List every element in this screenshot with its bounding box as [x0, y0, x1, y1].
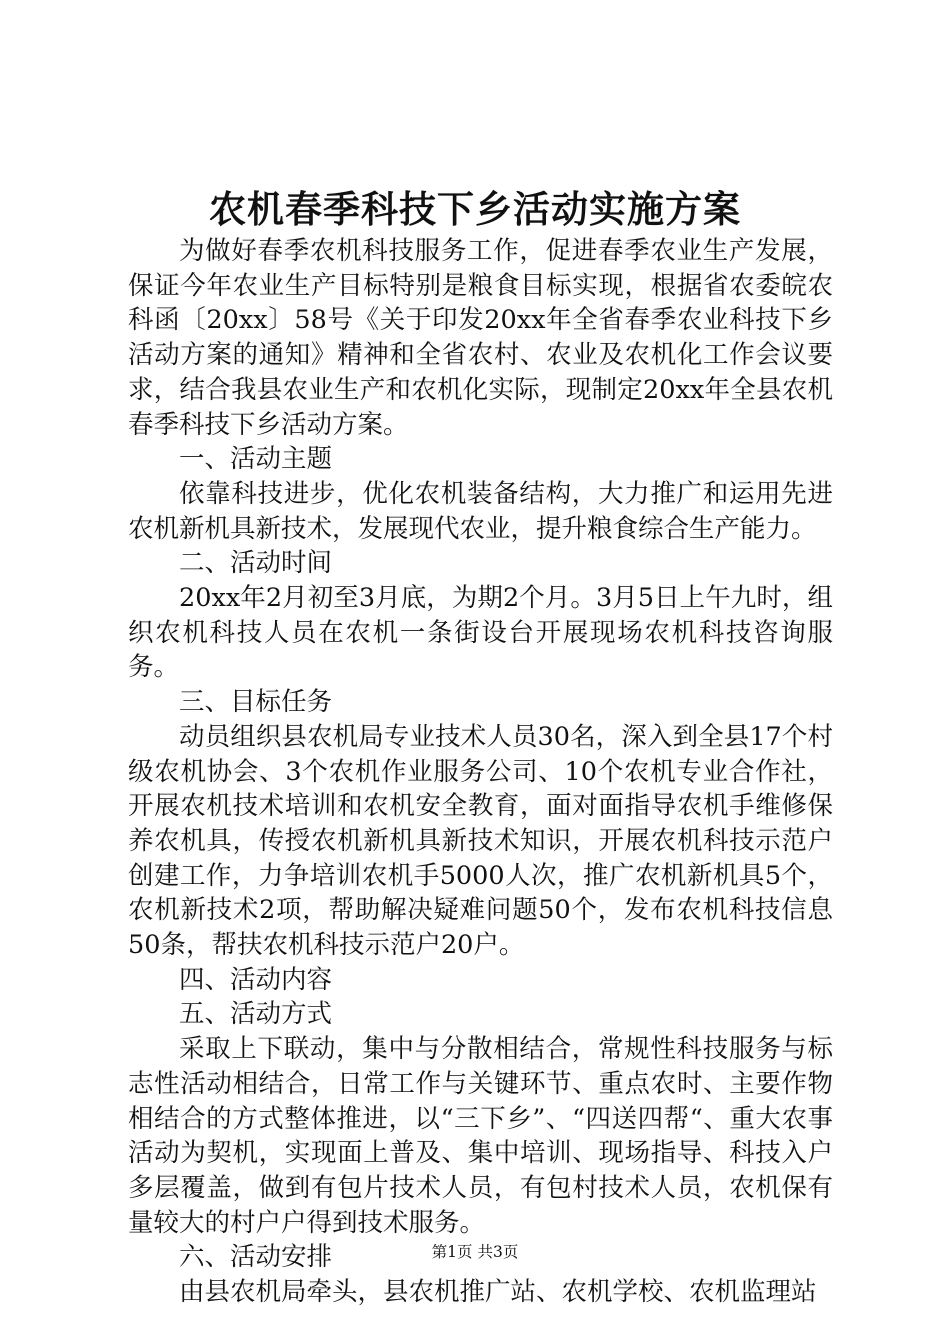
section-text-theme: 依靠科技进步，优化农机装备结构，大力推广和运用先进农机新机具新技术，发展现代农业，提升粮食综合生产能力。 [128, 478, 833, 544]
section-heading-theme: 一、活动主题 [179, 444, 333, 475]
section-heading-time: 二、活动时间 [179, 548, 333, 579]
section-heading-arrangement: 六、活动安排 [179, 1242, 333, 1273]
intro-paragraph: 为做好春季农机科技服务工作，促进春季农业生产发展，保证今年农业生产目标特别是粮食目标实现，根据省农委皖农科函〔20xx〕58号《关于印发20xx年全省春季农业科技下乡活动方案的通知》精神和全省农村、农业及农机化工作会议要求，结合我县农业生产和农机化实际，现制定20xx年全县农机春季科技下乡活动方案。 [128, 236, 833, 440]
section-text-method: 采取上下联动，集中与分散相结合，常规性科技服务与标志性活动相结合，日常工作与关键环节、重点农时、主要作物相结合的方式整体推进，以“三下乡”、“四送四帮“、重大农事活动为契机，实现面上普及、集中培训、现场指导、科技入户多层覆盖，做到有包片技术人员，有包村技术人员，农机保有量较大的村户户得到技术服务。 [128, 1034, 833, 1238]
section-heading-goals: 三、目标任务 [179, 687, 333, 718]
document-body [128, 234, 833, 1310]
document-title: 农机春季科技下乡活动实施方案 [209, 187, 741, 231]
section-text-time: 20xx年2月初至3月底，为期2个月。3月5日上午九时，组织农机科技人员在农机一条街设台开展现场农机科技咨询服务。 [128, 583, 833, 683]
section-text-goals: 动员组织县农机局专业技术人员30名，深入到全县17个村级农机协会、3个农机作业服务公司、10个农机专业合作社，开展农机技术培训和农机安全教育，面对面指导农机手维修保养农机具，传授农机新机具新技术知识，开展农机科技示范户创建工作，力争培训农机手5000人次，推广农机新机具5个，农机新技术2项，帮助解决疑难问题50个，发布农机科技信息50条，帮扶农机科技示范户20户。 [128, 721, 833, 961]
section-heading-method: 五、活动方式 [179, 999, 333, 1030]
section-text-arrangement: 由县农机局牵头，县农机推广站、农机学校、农机监理站 [179, 1277, 817, 1308]
page-number: 第1页 共3页 [431, 1243, 519, 1261]
section-heading-content: 四、活动内容 [179, 964, 333, 995]
